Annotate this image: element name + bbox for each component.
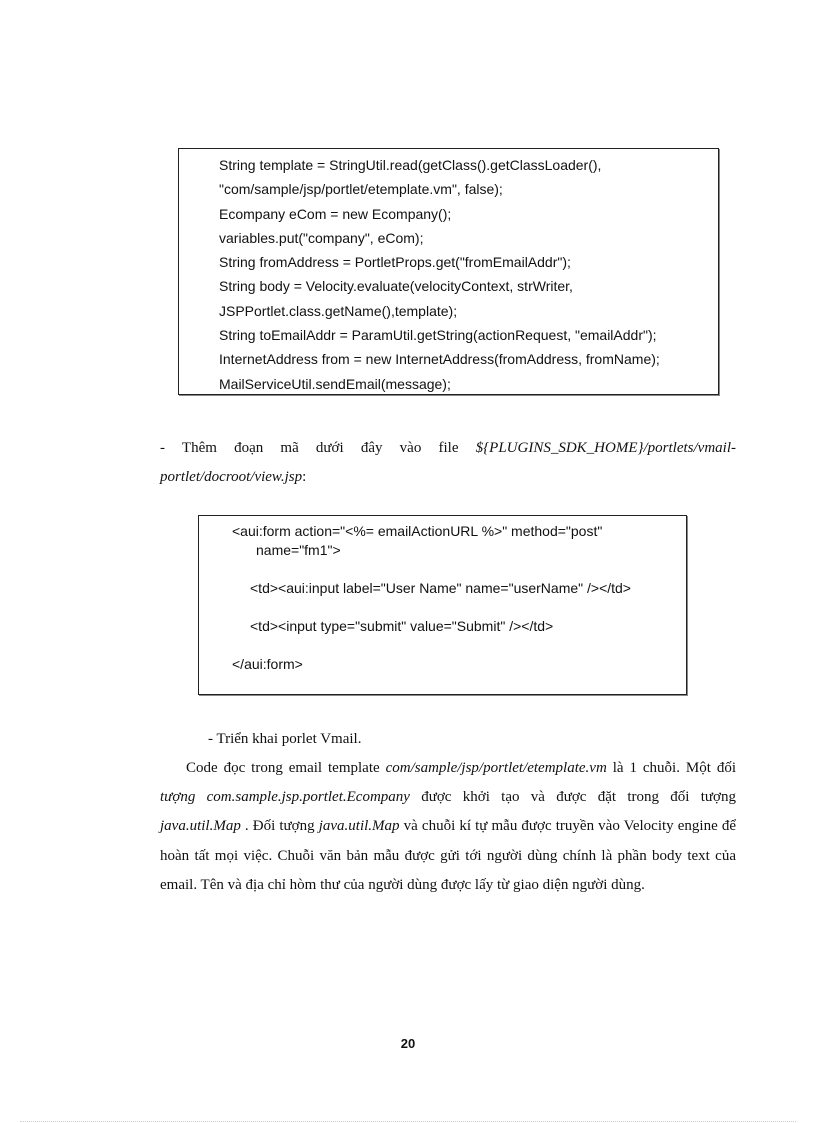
body-paragraph [160,754,736,900]
code-block-jsp [198,515,687,695]
code-line: <td><aui:input label="User Name" name="userName" /></td> [250,580,631,596]
code-line: String toEmailAddr = ParamUtil.getString(actionRequest, "emailAddr"); [219,327,657,344]
code-line: String body = Velocity.evaluate(velocityContext, strWriter, [219,278,573,295]
body-italic: tượng com.sample.jsp.portlet.Ecompany [160,789,410,806]
intro-prefix: - Thêm đoạn mã dưới đây vào file [160,440,476,456]
page-number: 20 [400,1036,416,1051]
code-line: <td><input type="submit" value="Submit" /></td> [250,618,554,634]
code-line: variables.put("company", eCom); [219,229,424,246]
footer-divider [20,1121,796,1122]
intro-suffix: : [302,469,307,486]
body-text: được khởi tạo và được đặt trong đối tượng [409,789,736,806]
code-block-java [178,148,719,395]
body-italic: java.util.Map [318,818,400,835]
code-line: MailServiceUtil.sendEmail(message); [219,375,451,392]
body-text: và chuỗi kí tự mẫu được truyền vào Velocity engine để hoàn tất mọi việc. Chuỗi văn bản mẫu được gửi tới người dùng chính là phần body text của email. Tên và địa chỉ hòm thư của người dùng được lấy từ giao diện người dùng. [160,818,736,893]
code-line: JSPPortlet.class.getName(),template); [219,302,458,319]
code-line: "com/sample/jsp/portlet/etemplate.vm", false); [219,181,503,198]
code-line: String template = StringUtil.read(getClass().getClassLoader(), [219,157,602,173]
code-line: name="fm1"> [256,542,341,558]
intro-paragraph [160,434,736,492]
body-text: là 1 chuỗi. Một đối [606,760,736,776]
body-italic: com/sample/jsp/portlet/etemplate.vm [385,760,607,776]
intro-path: ${PLUGINS_SDK_HOME}/portlets/vmail-portlet/docroot/view.jsp [160,440,736,486]
body-text: Code đọc trong email template [186,760,386,776]
code-line: </aui:form> [232,656,303,672]
code-line: InternetAddress from = new InternetAddress(fromAddress, fromName); [219,351,660,368]
code-line: <aui:form action="<%= emailActionURL %>" method="post" [232,523,603,539]
deploy-bullet: - Triển khai porlet Vmail. [208,731,362,747]
body-italic: java.util.Map [160,818,241,835]
body-text: . Đối tượng [240,818,319,835]
code-line: String fromAddress = PortletProps.get("fromEmailAddr"); [219,254,571,271]
code-line: Ecompany eCom = new Ecompany(); [219,205,452,222]
